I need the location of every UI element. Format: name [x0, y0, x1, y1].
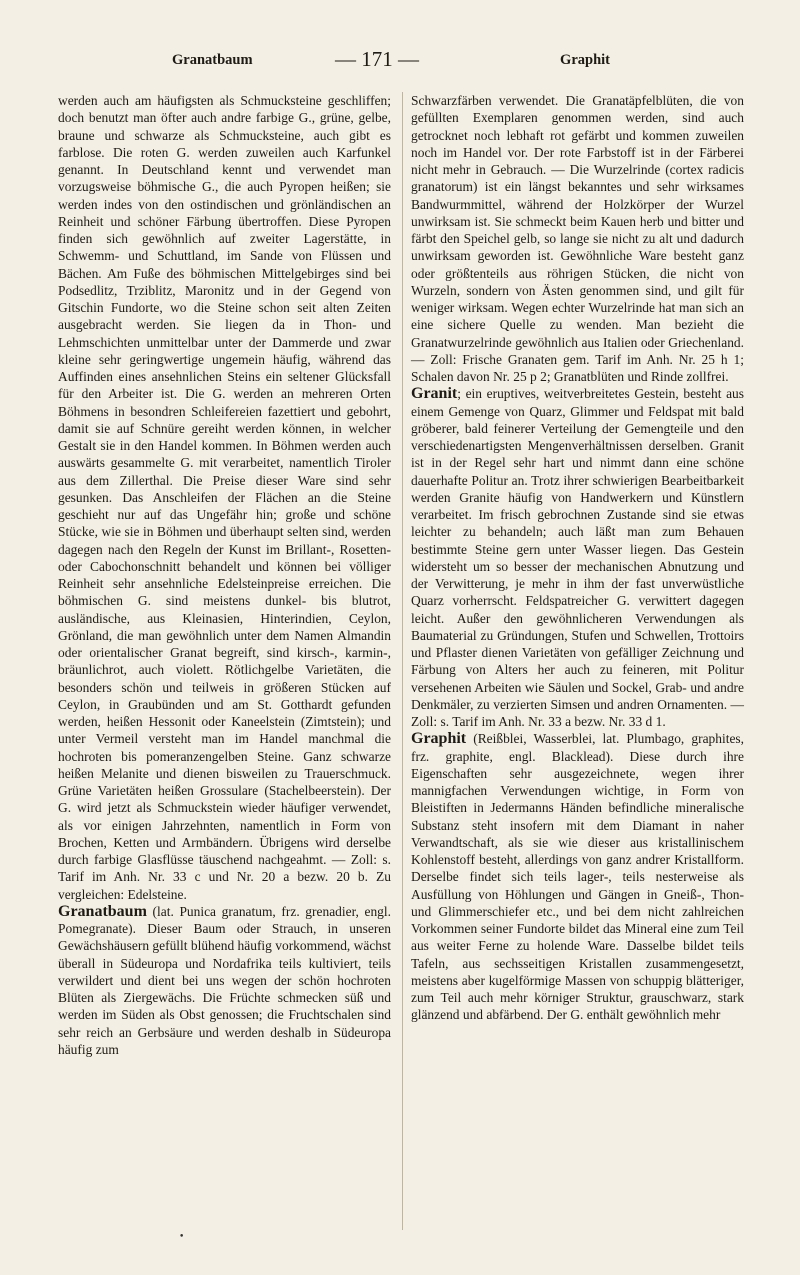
entry-granatbaum — [58, 903, 391, 1058]
bottom-mark: • — [179, 1232, 185, 1242]
header-right-keyword: Graphit — [560, 52, 610, 68]
granatbaum-continuation-paragraph: Schwarzfärben verwendet. Die Granatäpfelblüten, die von gefüllten Exemplaren genommen werden, sind auch getrocknet noch lebhaft rot gefärbt und kommen zuweilen noch im Handel vor. Der rote Farbstoff ist in der Färberei nicht mehr in Gebrauch. — Die Wurzelrinde (cortex radicis granatorum) ist ein längst bekanntes und sehr wirksames Bandwurmmittel, während der Holzkörper der Wurzel unwirksam ist. Sie schmeckt beim Kauen herb und bitter und färbt den Speichel gelb, so lange sie nicht zu alt und dadurch unwirksam geworden ist. Gewöhnliche Ware besteht ganz oder größtenteils aus röhrigen Stücken, die nicht von Wurzeln, sondern von Ästen genommen sind, und gilt für weniger wirksam. Wegen echter Wurzelrinde hat man sich an eine sichere Quelle zu wenden. Man bezieht die Granatwurzelrinde gewöhnlich aus Italien oder Griechenland. — Zoll: Frische Granaten gem. Tarif im Anh. Nr. 25 h 1; Schalen davon Nr. 25 p 2; Granatblüten und Rinde zollfrei. — [411, 93, 744, 384]
running-header — [0, 47, 800, 74]
entry-headword: Granatbaum — [58, 902, 147, 920]
column-divider — [402, 92, 403, 1230]
entry-body: (lat. Punica granatum, frz. grenadier, engl. Pomegranate). Dieser Baum oder Strauch, in unseren Gewächshäusern gefüllt blühend häufig vorkommend, wächst überall in Südeuropa und Nordafrika teils kultiviert, teils verwildert und dient bei uns wegen der schön hochroten Blüten als Ziergewächs. Die Früchte schmecken süß und werden im Süden als Obst genossen; die Fruchtschalen sind sehr reich an Gerbsäure und werden deshalb in Südeuropa häufig zum — [58, 903, 391, 1057]
entry-granit — [411, 385, 744, 730]
header-left-keyword: Granatbaum — [172, 52, 253, 68]
entry-body: ; ein eruptives, weitverbreitetes Gestein, besteht aus einem Gemenge von Quarz, Glimmer und Feldspat mit bald gröberer, bald feinerer Verteilung der Gemengteile und den verschiedenartigsten Mengenverhältnissen derselben. Granit ist in der Regel sehr hart und nimmt dann eine schöne dauerhafte Politur an. Trotz ihrer schwierigen Bearbeitbarkeit werden Granite häufig von Handwerkern und Künstlern verarbeitet. Im frisch gebrochnen Zustande sind sie etwas leichter zu behandeln; auch läßt man zum Behauen bestimmte Steine gern unter Wasser liegen. Das Gestein widersteht um so besser der mechanischen Abnutzung und der Verwitterung, je mehr in ihm der fast unverwüstliche Quarz vorherrscht. Feldspatreicher G. verwittert dagegen leicht. Außer den gewöhnlicheren Verwendungen als Baumaterial zu Gründungen, Stufen und Schwellen, Trottoirs und Pflaster dienen Varietäten von gefälliger Zeichnung und Färbung von Alters her auch zu feineren, mit Politur versehenen Arbeiten wie Säulen und Sockel, Grab- und andre Denkmäler, zu verzierten Simsen und andren Ornamenten. — Zoll: s. Tarif im Anh. Nr. 33 a bezw. Nr. 33 d 1. — [411, 386, 744, 729]
entry-headword: Graphit — [411, 730, 467, 748]
entry-graphit — [411, 730, 744, 1023]
entry-body: (Reißblei, Wasserblei, lat. Plumbago, graphites, frz. graphite, engl. Blacklead). Diese durch ihre Eigenschaften sehr ausgezeichnete, wegen ihrer mannigfachen Verwendungen wichtige, in Form von Bleistiften in Jedermanns Händen befindliche mineralische Substanz steht insofern mit dem Diamant in naher Verwandtschaft, als sie wie dieser aus kristallinischem Kohlenstoff besteht, allerdings von ganz andrer Kristallform. Derselbe findet sich teils lager-, teils nesterweise als Ausfüllung von Höhlungen und Gängen in Gneiß-, Thon- und Glimmerschiefer etc., und bei dem nicht zahlreichen Vorkommen seiner Fundorte bildet das Mineral eine zum Teil aus weiter Ferne zu holende Ware. Dasselbe bildet teils Tafeln, aus sechsseitigen Kristallen zusammengesetzt, meistens aber kugelförmige Massen von schuppig blätteriger, zum Teil auch mehr körniger Struktur, grauschwarz, stark glänzend und abfärbend. Der G. enthält gewöhnlich mehr — [411, 731, 744, 1023]
right-column — [411, 92, 744, 1024]
left-column — [58, 92, 391, 1058]
page-number: — 171 — — [335, 47, 419, 71]
granat-continuation-paragraph: werden auch am häufigsten als Schmucksteine geschliffen; doch benutzt man öfter auch andre farbige G., grüne, gelbe, braune und schwarze als Schmucksteine, auch gibt es farblose. Die roten G. werden zuweilen auch Karfunkel genannt. In Deutschland kennt und verwendet man vorzugsweise böhmische G., die auch Pyropen heißen; sie werden indes von den ostindischen und grönländischen an Reinheit und schöner Färbung übertroffen. Diese Pyropen finden sich gewöhnlich auf zweiter Lagerstätte, in Schwemm- und Schuttland, im Sande von Flüssen und Bächen. Am Fuße des böhmischen Mittelgebirges sind bei Podsedlitz, Trziblitz, Maronitz und in der Gegend von Gitschin Fundorte, wo die Steine schon seit alten Zeiten ausgebracht werden. Sie liegen da in Thon- und Lehmschichten unmittelbar unter der Dammerde und zwar kleine sehr geringwertige ungemein häufig, während das Auffinden eines ansehnlichen Steins ein seltener Glücksfall für den Arbeiter ist. Die G. werden an mehreren Orten Böhmens in besondren Schleifereien fazettiert und gebohrt, damit sie auf Schnüre gereiht werden können, in welcher Gestalt sie in den Handel kommen. In Böhmen werden auch auswärts gesammelte G. mit verarbeitet, namentlich Tiroler aus dem Zillerthal. Die Preise dieser Ware sind sehr gesunken. Das Anschleifen der Flächen an die Steine geschieht nur auf das Ungefähr hin; große und schöne Stücke, wie sie in Böhmen und überhaupt selten sind, werden dagegen nach den Regeln der Kunst im Brillant-, Rosetten- oder Cabochonschnitt behandelt und können bei völliger Reinheit sehr ansehnliche Edelsteinpreise erreichen. Die böhmischen G. sind meistens dunkel- bis blutrot, ausländische, aus Kleinasien, Hinterindien, Ceylon, Grönland, die man gewöhnlich unter dem Namen Almandin oder orientalischer Granat begreift, sind kirsch-, karmin-, bräunlichrot, auch violett. Rötlichgelbe Varietäten, die besonders schön und teilweis in größeren Stücken auf Ceylon, in Graubünden und am St. Gotthardt gefunden werden, heißen Hessonit oder Kaneelstein (Zimtstein); und unter Vermeil versteht man im Handel manchmal die hochroten bis pomeranzengelben Steine. Ganz schwarze heißen Melanite und dienen bisweilen zu Trauerschmuck. Grüne Varietäten heißen Grossulare (Stachelbeerstein). Der G. wird jetzt als Schmuckstein wieder häufiger verwendet, als vor einigen Jahrzehnten, namentlich in Form von Brochen, Ketten und Armbändern. Übrigens wird derselbe durch farbige Glasflüsse täuschend nachgeahmt. — Zoll: s. Tarif im Anh. Nr. 33 c und Nr. 20 a bezw. 20 b. Zu vergleichen: Edelsteine. — [58, 93, 391, 902]
entry-headword: Granit — [411, 385, 458, 403]
